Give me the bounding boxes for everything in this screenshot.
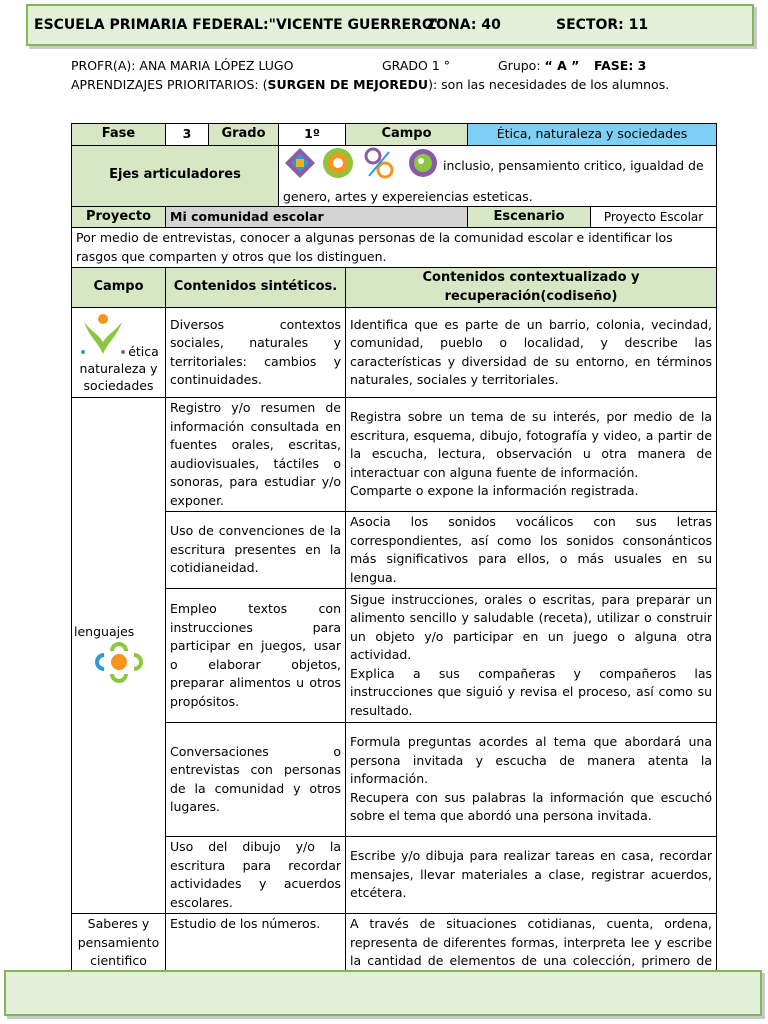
aprendizajes-suffix: ): son las necesidades de los alumnos. — [428, 77, 670, 92]
planning-table — [71, 123, 717, 991]
contextualizado-cell: Identifica que es parte de un barrio, colonia, vecindad, comunidad, pueblo o localidad, y describe las características y diversidad de su entorno, en términos naturales, sociales y territoriales. — [346, 308, 717, 398]
header-banner — [26, 4, 754, 46]
grado-info: GRADO 1 ° — [382, 58, 451, 73]
aprendizajes-line — [71, 77, 669, 92]
campo-label: Campo — [346, 124, 468, 146]
ejes-label: Ejes articuladores — [72, 145, 279, 206]
ejes-row — [72, 145, 717, 206]
contextualizado-cell: Asocia los sonidos vocálicos con sus letras correspondientes, así como los sonidos consonánticos más significativos para ellos, o más usuales en su lengua. — [346, 512, 717, 589]
col-sinteticos: Contenidos sintéticos. — [166, 268, 346, 308]
contextualizado-cell: A través de situaciones cotidianas, cuenta, ordena, representa de diferentes formas, interpreta lee y escribe la cantidad de elementos de una colección, primero de — [346, 914, 717, 991]
campo-etica-suffix: ética — [128, 343, 159, 359]
table-row — [72, 512, 717, 589]
table-row — [72, 308, 717, 398]
fase-info: FASE: 3 — [594, 58, 647, 73]
ejes-text-1: inclusio, pensamiento critico, igualdad de — [443, 157, 704, 173]
descripcion-row — [72, 228, 717, 268]
contextualizado-text: Registra sobre un tema de su interés, por medio de la escritura, esquema, dibujo, fotografía y video, a partir de la escucha, lectura, observación u otra manera de interactuar con alguna fuente de información. — [350, 409, 713, 480]
campo-lenguajes — [72, 398, 166, 914]
contextualizado-cell — [346, 723, 717, 837]
aprendizajes-bold: SURGEN DE MEJOREDU — [267, 77, 429, 92]
sintetico-cell: Conversaciones o entrevistas con personas de la comunidad y otros lugares. — [166, 723, 346, 837]
lenguajes-icon — [94, 641, 144, 683]
grupo-info — [498, 58, 579, 73]
contextualizado-cell: Escribe y/o dibuja para realizar tareas en casa, recordar mensajes, llevar materiales a clase, registrar acuerdos, etcétera. — [346, 837, 717, 914]
ejes-articuladores-icons — [283, 146, 443, 182]
proyecto-label: Proyecto — [72, 206, 166, 228]
etica-naturaleza-icon — [78, 312, 128, 356]
pensamiento-critico-icon — [323, 148, 353, 178]
table-row — [72, 398, 717, 512]
igualdad-genero-icon — [366, 149, 392, 177]
campo-lenguajes-label: lenguajes — [74, 623, 135, 639]
teacher-name: PROFR(A): ANA MARIA LÓPEZ LUGO — [71, 58, 294, 73]
sintetico-cell: Diversos contextos sociales, naturales y territoriales: cambios y continuidades. — [166, 308, 346, 398]
fase-label: Fase — [72, 124, 166, 146]
ejes-icons — [283, 146, 443, 187]
proyecto-value: Mi comunidad escolar — [166, 206, 468, 228]
zona-label: ZONA: 40 — [426, 17, 501, 33]
contextualizado-cell — [346, 589, 717, 723]
table-row — [72, 589, 717, 723]
ejes-text-2: genero, artes y expereiencias esteticas. — [283, 188, 533, 204]
columns-header-row — [72, 268, 717, 308]
sintetico-cell: Empleo textos con instrucciones para participar en juegos, usar o elaborar objetos, preparar alimentos u otros propósitos. — [166, 589, 346, 723]
artes-icon — [409, 149, 437, 177]
contextualizado-text: Formula preguntas acordes al tema que abordará una persona invitada y escucha de manera atenta la información. — [350, 734, 713, 787]
grado-label: Grado — [209, 124, 279, 146]
contextualizado-text-2: Recupera con sus palabras la información que escuchó sobre el tema que abordó una persona invitada. — [350, 789, 713, 824]
aprendizajes-prefix: APRENDIZAJES PRIORITARIOS: ( — [71, 77, 268, 92]
col-contextualizado: Contenidos contextualizado y recuperación(codiseño) — [346, 268, 717, 308]
contextualizado-text-2: Comparte o expone la información registrada. — [350, 483, 639, 499]
sintetico-cell: Uso del dibujo y/o la escritura para recordar actividades y acuerdos escolares. — [166, 837, 346, 914]
table-row — [72, 723, 717, 837]
grupo-value: “ A ” — [544, 58, 580, 73]
col-campo: Campo — [72, 268, 166, 308]
contextualizado-text: Sigue instrucciones, orales o escritas, para preparar un alimento sencillo y saludable (receta), utilizar o construir un objeto y/o participar en un juego o alguna otra actividad. — [350, 591, 713, 663]
grupo-label: Grupo: — [498, 58, 541, 73]
proyecto-row — [72, 206, 717, 228]
proyecto-descripcion: Por medio de entrevistas, conocer a algunas personas de la comunidad escolar e identificar los rasgos que comparten y otros que los distinguen. — [72, 228, 717, 268]
fase-value: 3 — [166, 124, 209, 146]
escenario-label: Escenario — [468, 206, 591, 228]
sintetico-cell: Estudio de los números. — [166, 914, 346, 991]
sector-label: SECTOR: 11 — [556, 17, 649, 33]
contextualizado-text-2: Explica a sus compañeras y compañeros las instrucciones que siguió y revisa el proceso, así como su resultado. — [350, 665, 713, 718]
campo-saberes: Saberes y pensamiento cientifico — [72, 914, 166, 991]
contextualizado-cell — [346, 398, 717, 512]
escenario-value: Proyecto Escolar — [591, 206, 717, 228]
inclusion-icon — [285, 148, 315, 178]
school-name: ESCUELA PRIMARIA FEDERAL:"VICENTE GUERRERO". — [34, 17, 447, 33]
sintetico-cell: Registro y/o resumen de información consultada en fuentes orales, escritas, audiovisuales, táctiles o sonoras, para estudiar y/o exponer. — [166, 398, 346, 512]
fase-row — [72, 124, 717, 146]
sintetico-cell: Uso de convenciones de la escritura presentes en la cotidianeidad. — [166, 512, 346, 589]
campo-value: Ética, naturaleza y sociedades — [468, 124, 717, 146]
footer-banner — [4, 970, 762, 1016]
campo-etica-rest: naturaleza y sociedades — [79, 360, 158, 393]
ejes-content — [279, 145, 717, 206]
campo-etica — [72, 308, 166, 398]
grado-value: 1º — [279, 124, 346, 146]
table-row — [72, 837, 717, 914]
